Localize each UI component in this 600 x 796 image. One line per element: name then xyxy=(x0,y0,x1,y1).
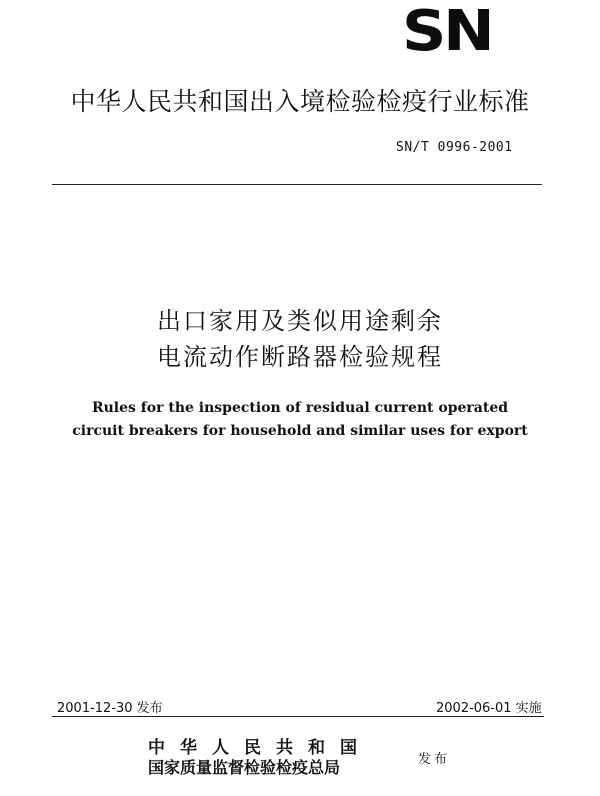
issuer-line-2: 国家质量监督检验检疫总局 xyxy=(148,758,341,777)
standard-number: SN/T 0996-2001 xyxy=(396,140,513,155)
chinese-title xyxy=(0,303,600,375)
sn-logo: SN xyxy=(402,0,492,64)
english-title-line-2: circuit breakers for household and similar uses for export xyxy=(72,423,528,439)
bottom-divider xyxy=(52,716,544,717)
issuer-block xyxy=(148,738,372,778)
issuer-line-1: 中华人民共和国 xyxy=(148,738,372,758)
publish-label: 发布 xyxy=(418,752,451,767)
chinese-title-line-2: 电流动作断路器检验规程 xyxy=(157,343,443,371)
issue-date: 2001-12-30 发布 xyxy=(57,701,163,716)
top-divider xyxy=(52,184,542,185)
english-title xyxy=(0,397,600,443)
industry-standard-heading: 中华人民共和国出入境检验检疫行业标准 xyxy=(70,87,530,116)
implementation-date: 2002-06-01 实施 xyxy=(436,701,542,716)
english-title-line-1: Rules for the inspection of residual current operated xyxy=(91,400,509,416)
chinese-title-line-1: 出口家用及类似用途剩余 xyxy=(157,307,443,335)
